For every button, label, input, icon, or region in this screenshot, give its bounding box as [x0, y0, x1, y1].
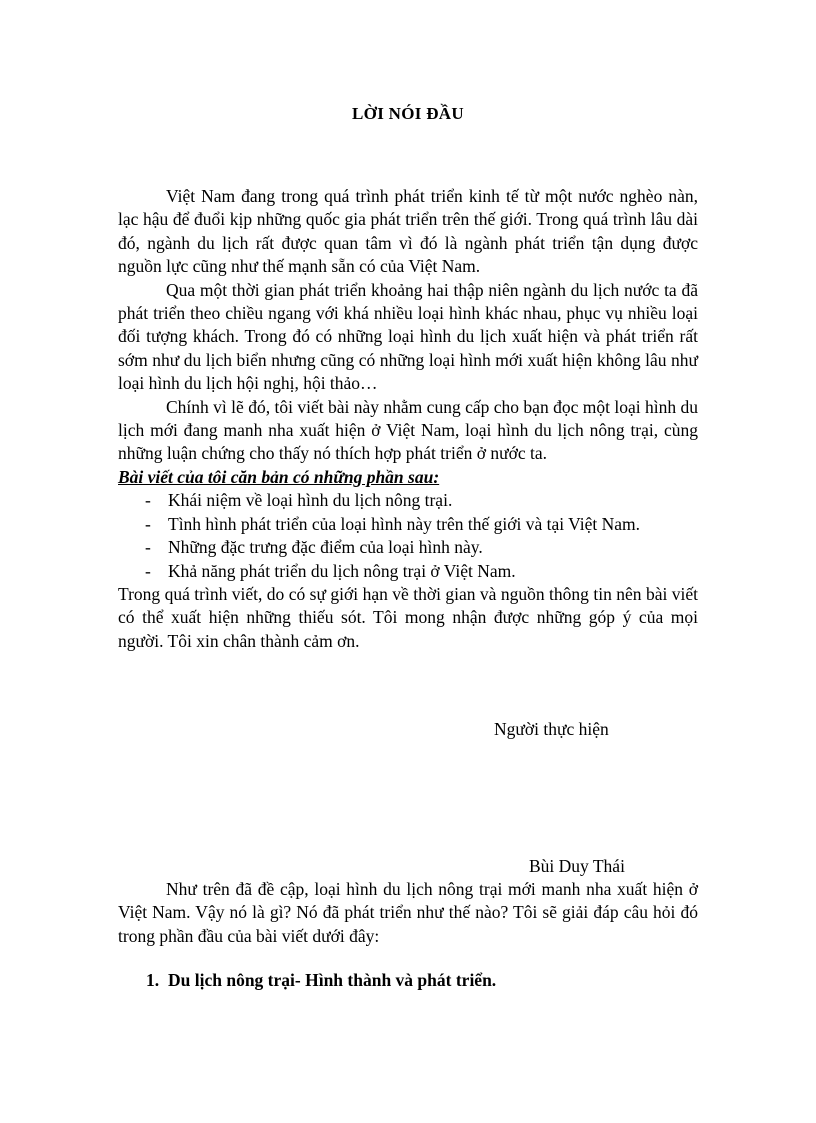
list-item-text: Khái niệm về loại hình du lịch nông trại. [168, 490, 453, 511]
list-dash: - [145, 513, 151, 534]
list-dash: - [145, 560, 151, 581]
list-item [118, 536, 698, 559]
signer-name: Bùi Duy Thái [529, 856, 625, 876]
list-dash: - [145, 537, 151, 558]
section-title: Du lịch nông trại- Hình thành và phát triển. [168, 970, 497, 990]
preface-body [118, 185, 698, 653]
list-item [118, 489, 698, 512]
list-item-text: Khả năng phát triển du lịch nông trại ở Việt Nam. [168, 560, 516, 581]
closing-paragraph: Trong quá trình viết, do có sự giới hạn về thời gian và nguồn thông tin nên bài viết có thể xuất hiện những thiếu sót. Tôi mong nhận được những góp ý của mọi người. Tôi xin chân thành cảm ơn. [118, 583, 698, 651]
list-item-text: Những đặc trưng đặc điểm của loại hình này. [168, 537, 483, 558]
section-heading [146, 970, 496, 991]
list-item [118, 560, 698, 583]
list-item-text: Tình hình phát triển của loại hình này trên thế giới và tại Việt Nam. [168, 513, 640, 534]
list-dash: - [145, 490, 151, 511]
preface-paragraph-2: Qua một thời gian phát triển khoảng hai thập niên ngành du lịch nước ta đã phát triển theo chiều ngang với khá nhiều loại hình khác nhau, phục vụ nhiều loại đối tượng khách. Trong đó có những loại hình du lịch xuất hiện và phát triển rất sớm như du lịch biển nhưng cũng có những loại hình mới xuất hiện không lâu như loại hình du lịch hội nghị, hội thảo… [118, 279, 698, 394]
list-item [118, 513, 698, 536]
signer-role: Người thực hiện [494, 719, 609, 739]
preface-paragraph-3: Chính vì lẽ đó, tôi viết bài này nhằm cung cấp cho bạn đọc một loại hình du lịch mới đang manh nha xuất hiện ở Việt Nam, loại hình du lịch nông trại, cùng những luận chứng cho thấy nó thích hợp phát triển ở nước ta. [118, 396, 698, 464]
preface-paragraph-1: Việt Nam đang trong quá trình phát triển kinh tế từ một nước nghèo nàn, lạc hậu để đuổi kịp những quốc gia phát triển trên thế giới. Trong quá trình lâu dài đó, ngành du lịch rất được quan tâm vì đó là ngành phát triển tận dụng được nguồn lực cũng như thế mạnh sẵn có của Việt Nam. [118, 186, 698, 277]
section-number: 1. [146, 970, 160, 990]
contents-subheading: Bài viết của tôi căn bản có những phần sau: [118, 466, 440, 487]
contents-list [118, 489, 698, 583]
page-title: LỜI NÓI ĐẦU [352, 104, 464, 123]
intro-paragraph: Như trên đã đề cập, loại hình du lịch nông trại mới manh nha xuất hiện ở Việt Nam. Vậy nó là gì? Nó đã phát triển như thế nào? Tôi sẽ giải đáp câu hỏi đó trong phần đầu của bài viết dưới đây: [118, 879, 698, 946]
intro-body [118, 878, 698, 948]
